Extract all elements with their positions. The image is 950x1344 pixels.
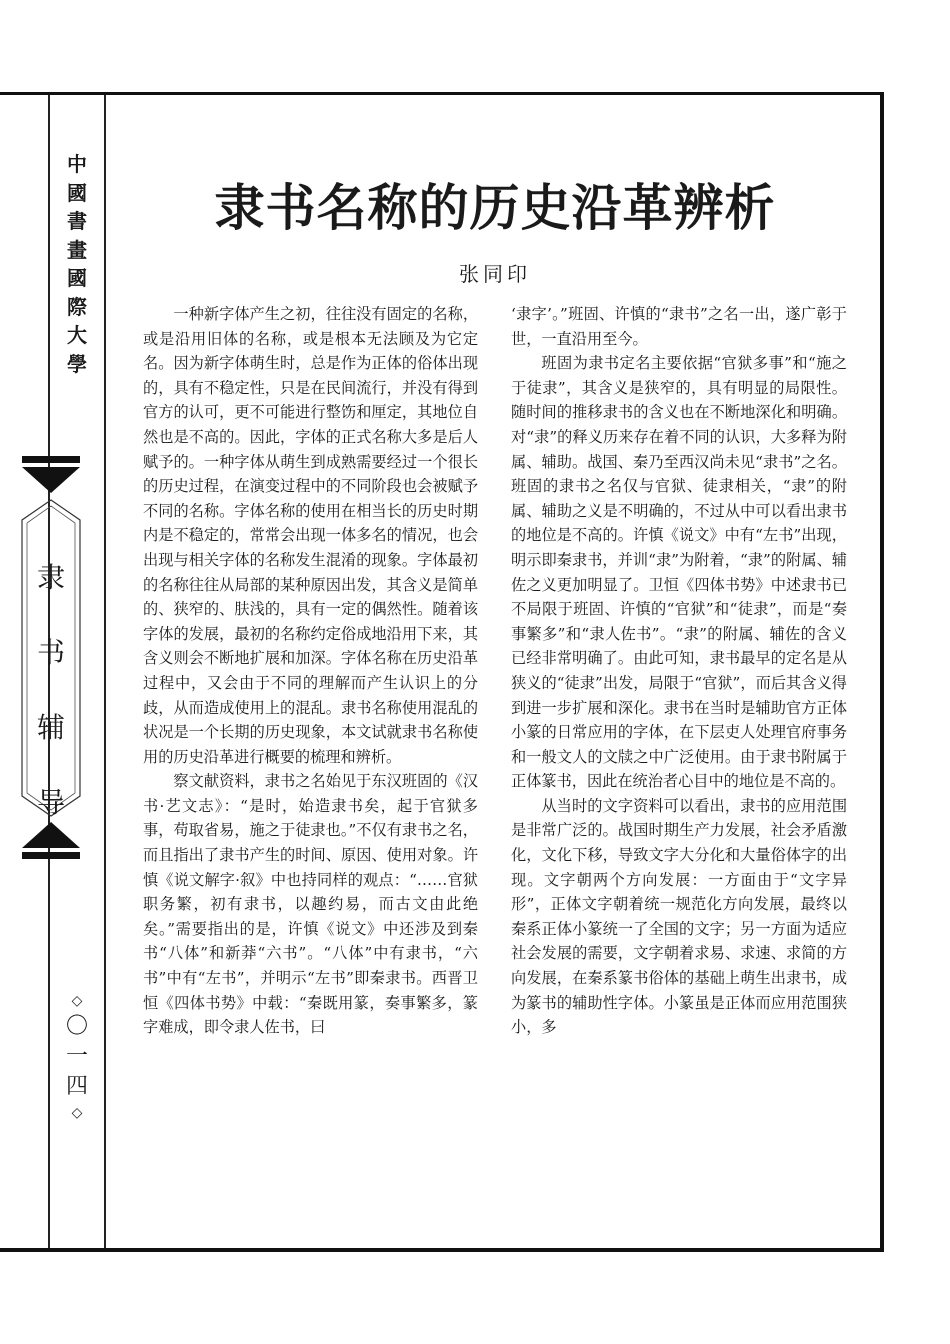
page-frame-top bbox=[0, 92, 884, 95]
section-label-vertical bbox=[36, 540, 66, 840]
page-frame-bottom bbox=[0, 1248, 884, 1252]
journal-name-char: 國 bbox=[67, 180, 87, 205]
sidebar-rule-right bbox=[104, 95, 106, 1248]
section-label-char: 辅 bbox=[36, 711, 65, 744]
journal-name-char: 國 bbox=[67, 266, 87, 290]
article-title: 隶书名称的历史沿革辨析 bbox=[214, 179, 776, 237]
article-column-left bbox=[143, 302, 478, 1040]
section-label-char: 隶 bbox=[36, 561, 65, 594]
paragraph: 一种新字体产生之初，往往没有固定的名称，或是沿用旧体的名称，或是根本无法顾及为它定名。因为新字体萌生时，总是作为正体的俗体出现的，具有不稳定性，只是在民间流行，并没有得到官方的认可，更不可能进行整饬和厘定，其地位自然也是不高的。因此，字体的正式名称大多是后人赋予的。一种字体从萌生到成熟需要经过一个很长的历史过程，在演变过程中的不同阶段也会被赋予不同的名称。字体名称的使用在相当长的历史时期内是不稳定的，常常会出现一体多名的情况，也会出现与相关字体的名称发生混淆的现象。字体最初的名称往往从局部的某种原因出发，其含义是简单的、狭窄的、肤浅的，具有一定的偶然性。随着该字体的发展，最初的名称约定俗成地沿用下来，其含义则会不断地扩展和加深。字体名称在历史沿革过程中，又会由于不同的理解而产生认识上的分歧，从而造成使用上的混乱。隶书名称使用混乱的状况是一个长期的历史现象，本文试就隶书名称使用的历史沿革进行概要的梳理和辨析。 bbox=[143, 305, 478, 766]
article-author: 张同印 bbox=[459, 262, 531, 286]
journal-name-char: 際 bbox=[67, 294, 87, 319]
journal-name-char: 書 bbox=[67, 209, 87, 233]
page-number bbox=[60, 990, 94, 1124]
diamond-icon: ◇ bbox=[71, 993, 83, 1009]
paragraph: ‘隶字’。”班固、许慎的“隶书”之名一出，遂广彰于世，一直沿用至今。 bbox=[511, 305, 847, 348]
section-badge-top-ornament bbox=[22, 467, 80, 493]
section-label-char: 书 bbox=[36, 636, 65, 669]
journal-name-char: 中 bbox=[67, 152, 87, 176]
page-frame-right bbox=[880, 92, 884, 1252]
section-badge-top-bar bbox=[22, 456, 80, 463]
diamond-icon: ◇ bbox=[71, 1105, 83, 1121]
page-number-char: 四 bbox=[65, 1074, 88, 1099]
journal-name-char: 學 bbox=[67, 351, 87, 376]
article-column-right bbox=[511, 302, 847, 1040]
journal-name-vertical bbox=[62, 150, 92, 378]
journal-name-char: 畫 bbox=[67, 237, 87, 262]
paragraph: 察文献资料，隶书之名始见于东汉班固的《汉书·艺文志》：“是时，始造隶书矣，起于官狱多事，苟取省易，施之于徒隶也。”不仅有隶书之名，而且指出了隶书产生的时间、原因、使用对象。许慎《说文解字·叙》中也持同样的观点：“……官狱职务繁，初有隶书，以趣约易，而古文由此绝矣。”需要指出的是，许慎《说文》中还涉及到秦书“八体”和新莽“六书”。“八体”中有隶书，“六书”中有“左书”，并明示“左书”即秦隶书。西晋卫恒《四体书势》中载：“秦既用篆，奏事繁多，篆字难成，即令隶人佐书，曰 bbox=[143, 772, 478, 1037]
section-label-char: 导 bbox=[36, 786, 65, 819]
page-number-char: 〇 bbox=[65, 1014, 88, 1039]
paragraph: 从当时的文字资料可以看出，隶书的应用范围是非常广泛的。战国时期生产力发展，社会矛盾激化，文化下移，导致文字大分化和大量俗体字的出现。文字朝两个方向发展：一方面由于“文字异形”，正体文字朝着统一规范化方向发展，最终以秦系正体小篆统一了全国的文字；另一方面为适应社会发展的需要，文字朝着求易、求速、求简的方向发展，在秦系篆书俗体的基础上萌生出隶书，成为篆书的辅助性字体。小篆虽是正体而应用范围狭小，多 bbox=[511, 796, 847, 1037]
page-number-char: 一 bbox=[65, 1044, 88, 1069]
paragraph: 班固为隶书定名主要依据“官狱多事”和“施之于徒隶”，其含义是狭窄的，具有明显的局限性。随时间的推移隶书的含义也在不断地深化和明确。对“隶”的释义历来存在着不同的认识，大多释为附属、辅助。战国、秦乃至西汉尚未见“隶书”之名。班固的隶书之名仅与官狱、徒隶相关，“隶”的附属、辅助之义是不明确的，不过从中可以看出隶书的地位是不高的。许慎《说文》中有“左书”出现，明示即秦隶书，并训“隶”为附着，“隶”的附属、辅佐之义更加明显了。卫恒《四体书势》中述隶书已不局限于班固、许慎的“官狱”和“徒隶”，而是“奏事繁多”和“隶人佐书”。“隶”的附属、辅佐的含义已经非常明确了。由此可知，隶书最早的定名是从狭义的“徒隶”出发，局限于“官狱”，而后其含义得到进一步扩展和深化。隶书在当时是辅助官方正体小篆的日常应用的字体，在下层吏人处理官府事务和一般文人的文牍之中广泛使用。由于隶书附属于正体篆书，因此在统治者心目中的地位是不高的。 bbox=[511, 354, 847, 791]
section-badge-bottom-bar bbox=[22, 852, 80, 859]
journal-name-char: 大 bbox=[67, 323, 87, 347]
